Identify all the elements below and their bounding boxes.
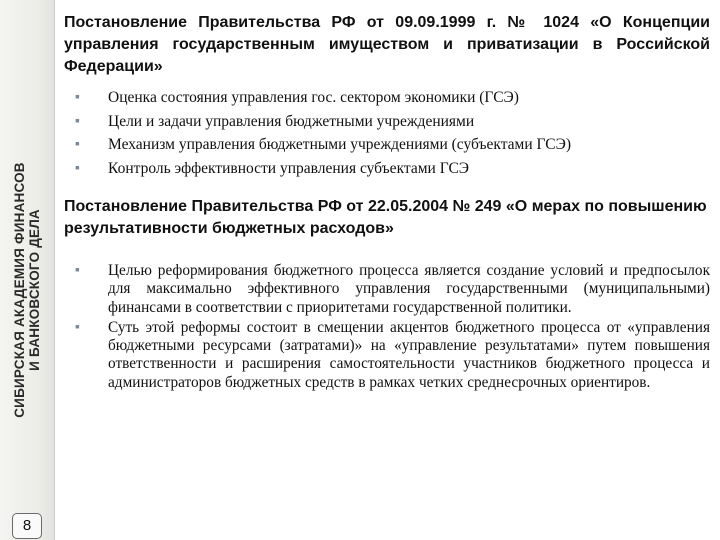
list-item-text: Цели и задачи управления бюджетными учреждениями — [108, 112, 475, 130]
list-item — [75, 318, 710, 392]
square-bullet-icon: ▪ — [75, 137, 80, 152]
section2-heading: Постановление Правительства РФ от 22.05.2004 № 249 «О мерах по повышению результативности бюджетных расходов» — [64, 198, 707, 237]
list-item — [75, 110, 710, 134]
list-item-text: Контроль эффективности управления субъектами ГСЭ — [108, 159, 470, 177]
square-bullet-icon: ▪ — [75, 319, 80, 335]
sidebar-title-line-2: И БАНКОВСКОГО ДЕЛА — [27, 209, 42, 371]
list-item — [75, 262, 710, 317]
list-item — [75, 133, 710, 157]
section1-heading: Постановление Правительства РФ от 09.09.1999 г. № 1024 «О Концепции управления государственным имуществом и приватизации в Российской Федерации» — [64, 14, 710, 75]
list-item — [75, 157, 710, 181]
square-bullet-icon: ▪ — [75, 160, 80, 176]
list-item — [75, 86, 710, 110]
list-item-text: Суть этой реформы состоит в смещении акцентов бюджетного процесса от «управления бюджетными ресурсами (затратами)» на «управление результатами» путем повышения ответственности и расширения самостоятельности участников бюджетного процесса и администраторов бюджетных средств в рамках четких среднесрочных ориентиров. — [108, 318, 710, 391]
square-bullet-icon: ▪ — [75, 113, 80, 129]
square-bullet-icon: ▪ — [75, 90, 80, 105]
sidebar-title-text — [12, 162, 42, 418]
section2-list — [64, 262, 710, 392]
sidebar-title — [0, 0, 54, 540]
sidebar-title-line-1: СИБИРСКАЯ АКАДЕМИЯ ФИНАНСОВ — [12, 162, 27, 418]
list-item-text: Механизм управления бюджетными учреждениями (субъектами ГСЭ) — [108, 136, 572, 153]
list-item-text: Оценка состояния управления гос. сектором экономики (ГСЭ) — [108, 89, 519, 106]
list-item-text: Целью реформирования бюджетного процесса является создание условий и предпосылок для максимально эффективного управления государственными (муниципальными) финансами в соответствии с приоритетами государственной политики. — [108, 262, 710, 316]
square-bullet-icon: ▪ — [75, 263, 80, 278]
slide-content — [64, 12, 710, 392]
section1-list — [64, 86, 710, 180]
page-number: 8 — [12, 513, 42, 539]
